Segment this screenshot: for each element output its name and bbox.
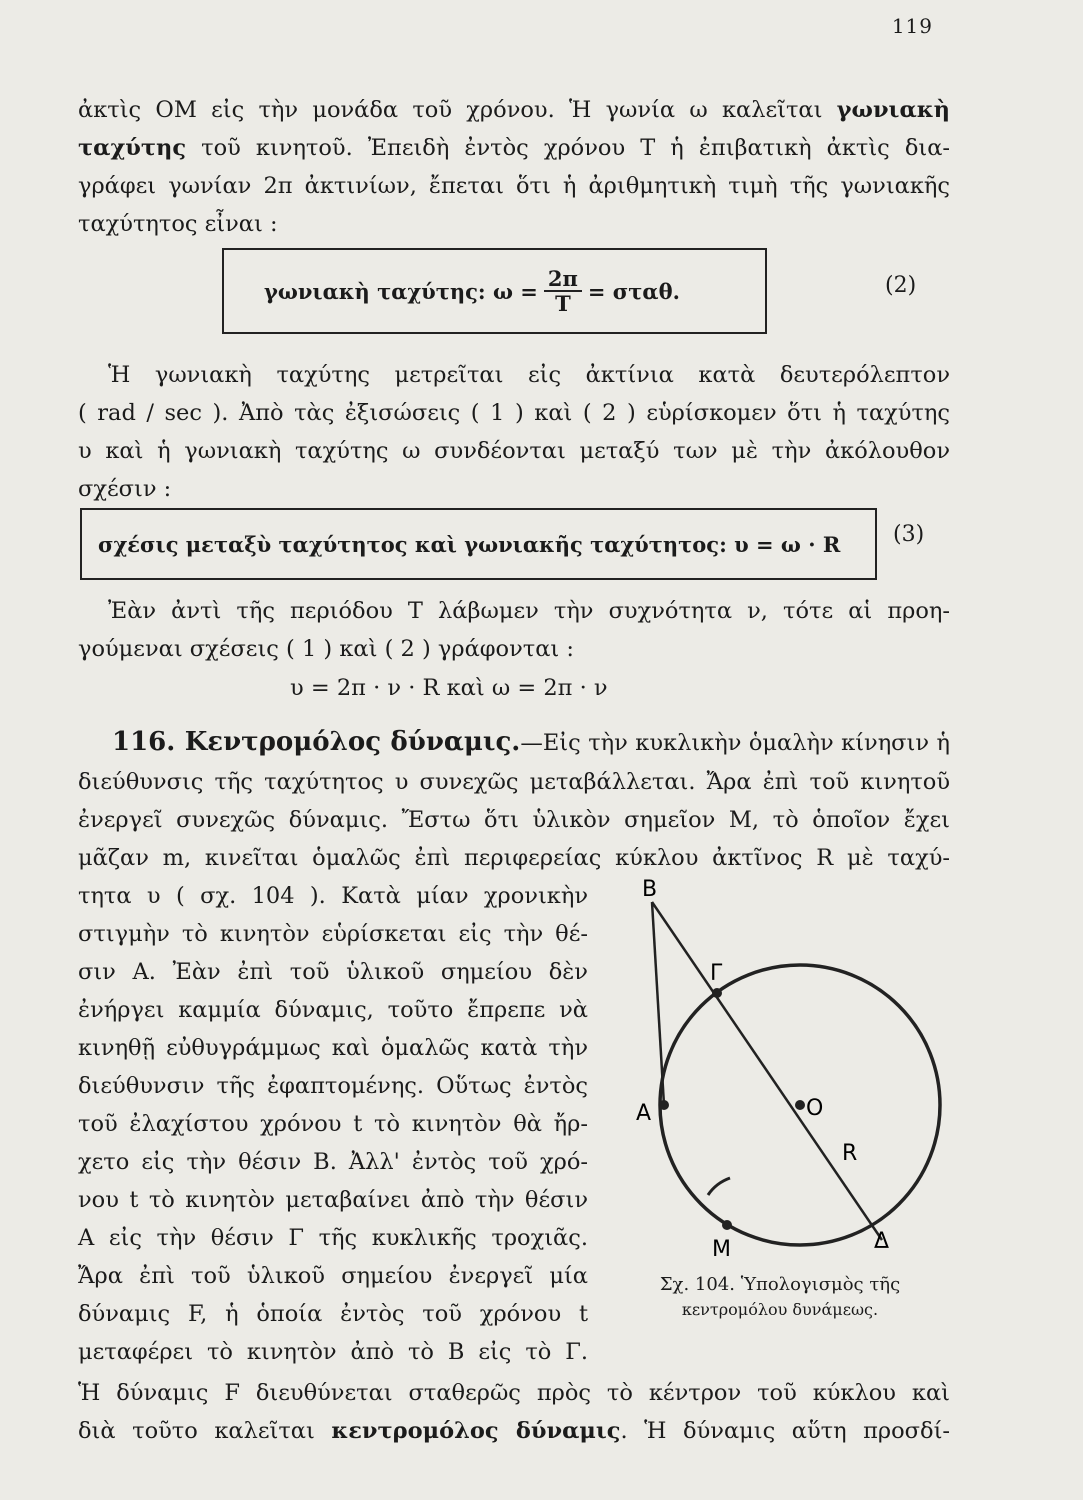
frequency-formulas: υ = 2π · ν · R καὶ ω = 2π · ν (290, 675, 608, 701)
text-line: ἐνήργει καμμία δύναμις, τοῦτο ἔπρεπε νὰ (78, 997, 588, 1023)
text-line: διὰ τοῦτο καλεῖται κεντρομόλος δύναμις. Ἡ δύναμις αὕτη προσδί- (78, 1418, 950, 1444)
text-line: ταχύτης τοῦ κινητοῦ. Ἐπειδὴ ἐντὸς χρόνου T ἡ ἐπιβατικὴ ἀκτὶς δια- (78, 135, 950, 161)
text-line: ( rad / sec ). Ἀπὸ τὰς ἐξισώσεις ( 1 ) καὶ ( 2 ) εὑρίσκομεν ὅτι ἡ ταχύτης (78, 400, 950, 426)
text-line: γράφει γωνίαν 2π ἀκτινίων, ἔπεται ὅτι ἡ ἀριθμητικὴ τιμὴ τῆς γωνιακῆς (78, 173, 950, 199)
motion-arrow (708, 1178, 730, 1195)
text-line: Ἄρα ἐπὶ τοῦ ὑλικοῦ σημείου ἐνεργεῖ μία (78, 1263, 588, 1289)
fraction: $\frac{2\pi}{T}$ (544, 267, 582, 315)
point-M (722, 1220, 732, 1230)
text-line: δύναμις F, ἡ ὁποία ἐντὸς τοῦ χρόνου t (78, 1301, 588, 1327)
text-line: μεταφέρει τὸ κινητὸν ἀπὸ τὸ B εἰς τὸ Γ. (78, 1339, 588, 1365)
text-line: A εἰς τὴν θέσιν Γ τῆς κυκλικῆς τροχιᾶς. (78, 1225, 588, 1251)
section-heading-line: 116. Κεντρομόλος δύναμις.—Εἰς τὴν κυκλικὴν ὁμαλὴν κίνησιν ἡ (112, 727, 950, 757)
text-line: σχέσιν : (78, 476, 172, 502)
text-line: νου t τὸ κινητὸν μεταβαίνει ἀπὸ τὴν θέσιν (78, 1187, 588, 1213)
page-number: 119 (891, 14, 933, 38)
point-A (659, 1100, 669, 1110)
text-line: Ἐὰν ἀντὶ τῆς περιόδου T λάβωμεν τὴν συχνότητα ν, τότε αἱ προη- (108, 598, 950, 624)
text-line: τητα υ ( σχ. 104 ). Κατὰ μίαν χρονικὴν (78, 883, 588, 909)
text-line: χετο εἰς τὴν θέσιν B. Ἀλλ' ἐντὸς τοῦ χρό- (78, 1149, 588, 1175)
velocity-relation-box: σχέσις μεταξὺ ταχύτητος καὶ γωνιακῆς ταχύτητος: υ = ω · R (80, 508, 877, 580)
equation-number: (2) (885, 273, 917, 298)
text-line: στιγμὴν τὸ κινητὸν εὑρίσκεται εἰς τὴν θέ- (78, 921, 588, 947)
text-line: Ἡ δύναμις F διευθύνεται σταθερῶς πρὸς τὸ κέντρον τοῦ κύκλου καὶ (78, 1380, 950, 1406)
angular-velocity-formula-box: γωνιακὴ ταχύτης: ω = $\frac{2\pi}{T}$ = σταθ. (222, 248, 767, 334)
text-line: υ καὶ ἡ γωνιακὴ ταχύτης ω συνδέονται μεταξύ των μὲ τὴν ἀκόλουθον (78, 438, 950, 464)
section-heading: 116. Κεντρομόλος δύναμις. (112, 727, 521, 757)
equation-number: (3) (893, 522, 925, 547)
formula-label: γωνιακὴ ταχύτης: ω = (264, 278, 538, 304)
text-line: κινηθῇ εὐθυγράμμως καὶ ὁμαλῶς κατὰ τὴν (78, 1035, 588, 1061)
label-delta: Δ (874, 1229, 890, 1254)
label-B: B (642, 877, 658, 902)
text-line: ταχύτητος εἶναι : (78, 211, 278, 237)
label-gamma: Γ (710, 961, 723, 986)
text-line: ἐνεργεῖ συνεχῶς δύναμις. Ἔστω ὅτι ὑλικὸν σημεῖον M, τὸ ὁποῖον ἔχει (78, 807, 950, 833)
text-line: διεύθυνσιν τῆς ἐφαπτομένης. Οὕτως ἐντὸς (78, 1073, 588, 1099)
figure-104-diagram (620, 870, 960, 1270)
point-gamma (712, 988, 722, 998)
text-line: ἀκτὶς OM εἰς τὴν μονάδα τοῦ χρόνου. Ἡ γωνία ω καλεῖται γωνιακὴ (78, 97, 950, 123)
text-line: Ἡ γωνιακὴ ταχύτης μετρεῖται εἰς ἀκτίνια κατὰ δευτερόλεπτον (108, 362, 950, 388)
text-line: διεύθυνσις τῆς ταχύτητος υ συνεχῶς μεταβάλλεται. Ἄρα ἐπὶ τοῦ κινητοῦ (78, 769, 950, 795)
label-R: R (842, 1141, 858, 1166)
point-O (795, 1100, 805, 1110)
label-M: M (712, 1237, 731, 1262)
text-line: σιν A. Ἐὰν ἐπὶ τοῦ ὑλικοῦ σημείου δὲν (78, 959, 588, 985)
tangent-line-AB (652, 902, 664, 1105)
text-line: γούμεναι σχέσεις ( 1 ) καὶ ( 2 ) γράφονται : (78, 636, 574, 662)
text-line: μᾶζαν m, κινεῖται ὁμαλῶς ἐπὶ περιφερείας κύκλου ἀκτῖνος R μὲ ταχύ- (78, 845, 950, 871)
label-O: O (806, 1096, 824, 1121)
figure-caption: Σχ. 104. Ὑπολογισμὸς τῆς κεντρομόλου δυνάμεως. (659, 1274, 901, 1319)
text-line: τοῦ ἐλαχίστου χρόνου t τὸ κινητὸν θὰ ἤρ- (78, 1111, 588, 1137)
label-A: A (636, 1101, 652, 1126)
